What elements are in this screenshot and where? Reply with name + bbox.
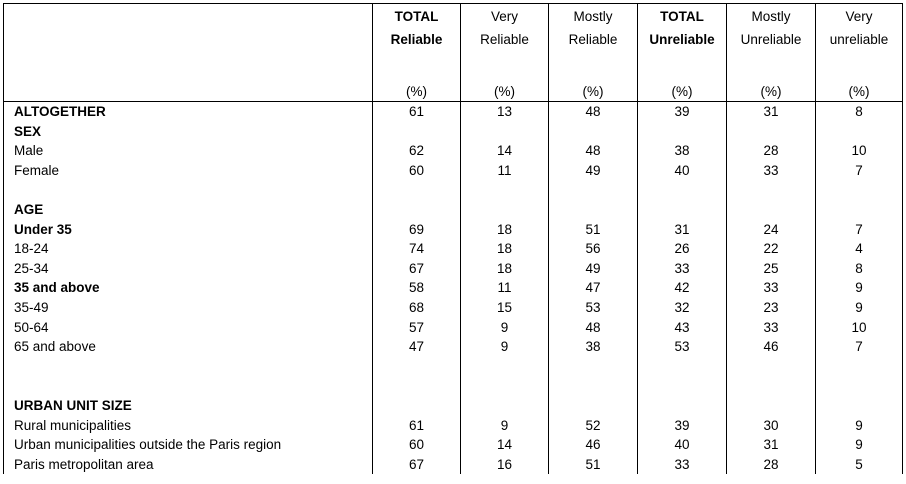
value-cell [727, 180, 816, 200]
value-cell: 10 [816, 141, 903, 161]
value-cell: 4 [816, 239, 903, 259]
row-label: Paris metropolitan area [4, 455, 373, 475]
value-cell [549, 180, 638, 200]
header-line2: Reliable [390, 31, 443, 47]
value-cell [549, 357, 638, 377]
header-cell-mostly-reliable [549, 4, 638, 102]
value-cell: 18 [461, 239, 549, 259]
value-cell [638, 396, 727, 416]
header-line2: Reliable [480, 31, 529, 47]
value-cell: 15 [461, 298, 549, 318]
value-cell: 32 [638, 298, 727, 318]
row-label: AGE [4, 200, 373, 220]
row-label: Rural municipalities [4, 416, 373, 436]
value-cell: 46 [727, 337, 816, 357]
value-cell: 7 [816, 220, 903, 240]
value-cell: 40 [638, 161, 727, 181]
table-row [4, 141, 903, 161]
value-cell: 52 [549, 416, 638, 436]
header-unit: (%) [760, 84, 782, 99]
value-cell: 33 [727, 318, 816, 338]
value-cell: 16 [461, 455, 549, 475]
table-row [4, 161, 903, 181]
row-label [4, 180, 373, 200]
header-unit: (%) [494, 84, 515, 99]
value-cell [727, 122, 816, 142]
value-cell: 31 [727, 102, 816, 122]
header-cell-very-reliable [461, 4, 549, 102]
value-cell: 33 [727, 278, 816, 298]
row-label: 65 and above [4, 337, 373, 357]
value-cell [461, 376, 549, 396]
value-cell: 74 [373, 239, 461, 259]
value-cell [816, 122, 903, 142]
value-cell: 46 [549, 435, 638, 455]
value-cell: 51 [549, 220, 638, 240]
value-cell: 60 [373, 435, 461, 455]
header-line2: Unreliable [649, 31, 715, 47]
value-cell: 8 [816, 102, 903, 122]
row-label: Urban municipalities outside the Paris region [4, 435, 373, 455]
value-cell: 40 [638, 435, 727, 455]
header-line2: Reliable [568, 31, 618, 47]
value-cell: 33 [727, 161, 816, 181]
header-unit: (%) [406, 84, 427, 99]
value-cell: 9 [461, 337, 549, 357]
value-cell [549, 376, 638, 396]
value-cell: 30 [727, 416, 816, 436]
header-line2: Unreliable [740, 31, 802, 47]
value-cell: 38 [638, 141, 727, 161]
value-cell [373, 180, 461, 200]
value-cell [816, 180, 903, 200]
value-cell: 8 [816, 259, 903, 279]
table-row [4, 298, 903, 318]
value-cell: 31 [727, 435, 816, 455]
value-cell: 56 [549, 239, 638, 259]
value-cell [638, 357, 727, 377]
value-cell: 9 [816, 278, 903, 298]
table-row [4, 220, 903, 240]
value-cell: 9 [816, 435, 903, 455]
row-label: 35-49 [4, 298, 373, 318]
value-cell: 18 [461, 259, 549, 279]
value-cell: 47 [373, 337, 461, 357]
value-cell: 24 [727, 220, 816, 240]
header-line1: Very [490, 9, 518, 24]
value-cell [373, 200, 461, 220]
value-cell: 28 [727, 455, 816, 475]
row-label: ALTOGETHER [4, 102, 373, 122]
value-cell: 7 [816, 161, 903, 181]
value-cell: 60 [373, 161, 461, 181]
header-line2: unreliable [829, 31, 889, 47]
value-cell [816, 396, 903, 416]
value-cell: 61 [373, 416, 461, 436]
value-cell: 42 [638, 278, 727, 298]
value-cell [816, 357, 903, 377]
value-cell: 7 [816, 337, 903, 357]
table-row [4, 455, 903, 475]
value-cell: 67 [373, 259, 461, 279]
header-unit: (%) [582, 84, 604, 99]
value-cell: 58 [373, 278, 461, 298]
value-cell [549, 122, 638, 142]
value-cell: 48 [549, 141, 638, 161]
value-cell: 49 [549, 161, 638, 181]
value-cell: 5 [816, 455, 903, 475]
table-row [4, 376, 903, 396]
table-row [4, 102, 903, 122]
row-label [4, 376, 373, 396]
value-cell: 62 [373, 141, 461, 161]
value-cell: 18 [461, 220, 549, 240]
survey-table [3, 3, 903, 474]
table-row [4, 357, 903, 377]
header-cell-very-unreliable [816, 4, 903, 102]
value-cell: 39 [638, 102, 727, 122]
table-row [4, 396, 903, 416]
value-cell: 48 [549, 318, 638, 338]
value-cell [638, 200, 727, 220]
value-cell: 22 [727, 239, 816, 259]
value-cell [727, 376, 816, 396]
value-cell [638, 180, 727, 200]
value-cell: 69 [373, 220, 461, 240]
table-row [4, 318, 903, 338]
value-cell [816, 200, 903, 220]
header-line1: Mostly [573, 9, 613, 24]
table-row [4, 259, 903, 279]
value-cell [373, 357, 461, 377]
value-cell [638, 122, 727, 142]
header-unit: (%) [848, 84, 870, 99]
value-cell [373, 396, 461, 416]
table-row [4, 122, 903, 142]
table-row [4, 239, 903, 259]
header-line1: Very [845, 9, 873, 24]
value-cell: 51 [549, 455, 638, 475]
row-label: Under 35 [4, 220, 373, 240]
table-body [4, 102, 903, 475]
value-cell: 53 [638, 337, 727, 357]
value-cell: 23 [727, 298, 816, 318]
value-cell: 9 [461, 318, 549, 338]
value-cell: 28 [727, 141, 816, 161]
value-cell [816, 376, 903, 396]
value-cell [461, 122, 549, 142]
value-cell [549, 396, 638, 416]
value-cell: 33 [638, 259, 727, 279]
value-cell [373, 376, 461, 396]
table-row [4, 435, 903, 455]
value-cell [461, 180, 549, 200]
row-label: URBAN UNIT SIZE [4, 396, 373, 416]
value-cell: 11 [461, 278, 549, 298]
value-cell: 9 [461, 416, 549, 436]
value-cell: 53 [549, 298, 638, 318]
table-row [4, 337, 903, 357]
value-cell: 33 [638, 455, 727, 475]
header-line1: Mostly [751, 9, 791, 24]
row-label: SEX [4, 122, 373, 142]
row-label: 18-24 [4, 239, 373, 259]
value-cell [727, 200, 816, 220]
value-cell: 31 [638, 220, 727, 240]
header-cell-label [4, 4, 373, 102]
value-cell: 11 [461, 161, 549, 181]
table-row [4, 180, 903, 200]
value-cell: 26 [638, 239, 727, 259]
header-line1: TOTAL [394, 9, 439, 24]
value-cell: 38 [549, 337, 638, 357]
table-row [4, 200, 903, 220]
value-cell: 67 [373, 455, 461, 475]
table-row [4, 416, 903, 436]
value-cell: 25 [727, 259, 816, 279]
value-cell [727, 396, 816, 416]
value-cell: 43 [638, 318, 727, 338]
value-cell: 57 [373, 318, 461, 338]
row-label: Male [4, 141, 373, 161]
table-row [4, 278, 903, 298]
value-cell: 14 [461, 435, 549, 455]
value-cell [461, 200, 549, 220]
header-cell-total-reliable [373, 4, 461, 102]
value-cell: 13 [461, 102, 549, 122]
value-cell: 39 [638, 416, 727, 436]
value-cell [549, 200, 638, 220]
header-unit: (%) [671, 84, 693, 99]
value-cell [727, 357, 816, 377]
header-cell-mostly-unreliable [727, 4, 816, 102]
value-cell: 9 [816, 416, 903, 436]
value-cell [461, 396, 549, 416]
value-cell [638, 376, 727, 396]
header-cell-total-unreliable [638, 4, 727, 102]
value-cell: 14 [461, 141, 549, 161]
value-cell: 48 [549, 102, 638, 122]
value-cell: 10 [816, 318, 903, 338]
header-line1: TOTAL [660, 9, 704, 24]
value-cell: 68 [373, 298, 461, 318]
value-cell [373, 122, 461, 142]
row-label: 35 and above [4, 278, 373, 298]
header-row [4, 4, 903, 102]
row-label: 50-64 [4, 318, 373, 338]
value-cell [461, 357, 549, 377]
row-label: Female [4, 161, 373, 181]
row-label: 25-34 [4, 259, 373, 279]
value-cell: 49 [549, 259, 638, 279]
value-cell: 61 [373, 102, 461, 122]
value-cell: 9 [816, 298, 903, 318]
row-label [4, 357, 373, 377]
value-cell: 47 [549, 278, 638, 298]
